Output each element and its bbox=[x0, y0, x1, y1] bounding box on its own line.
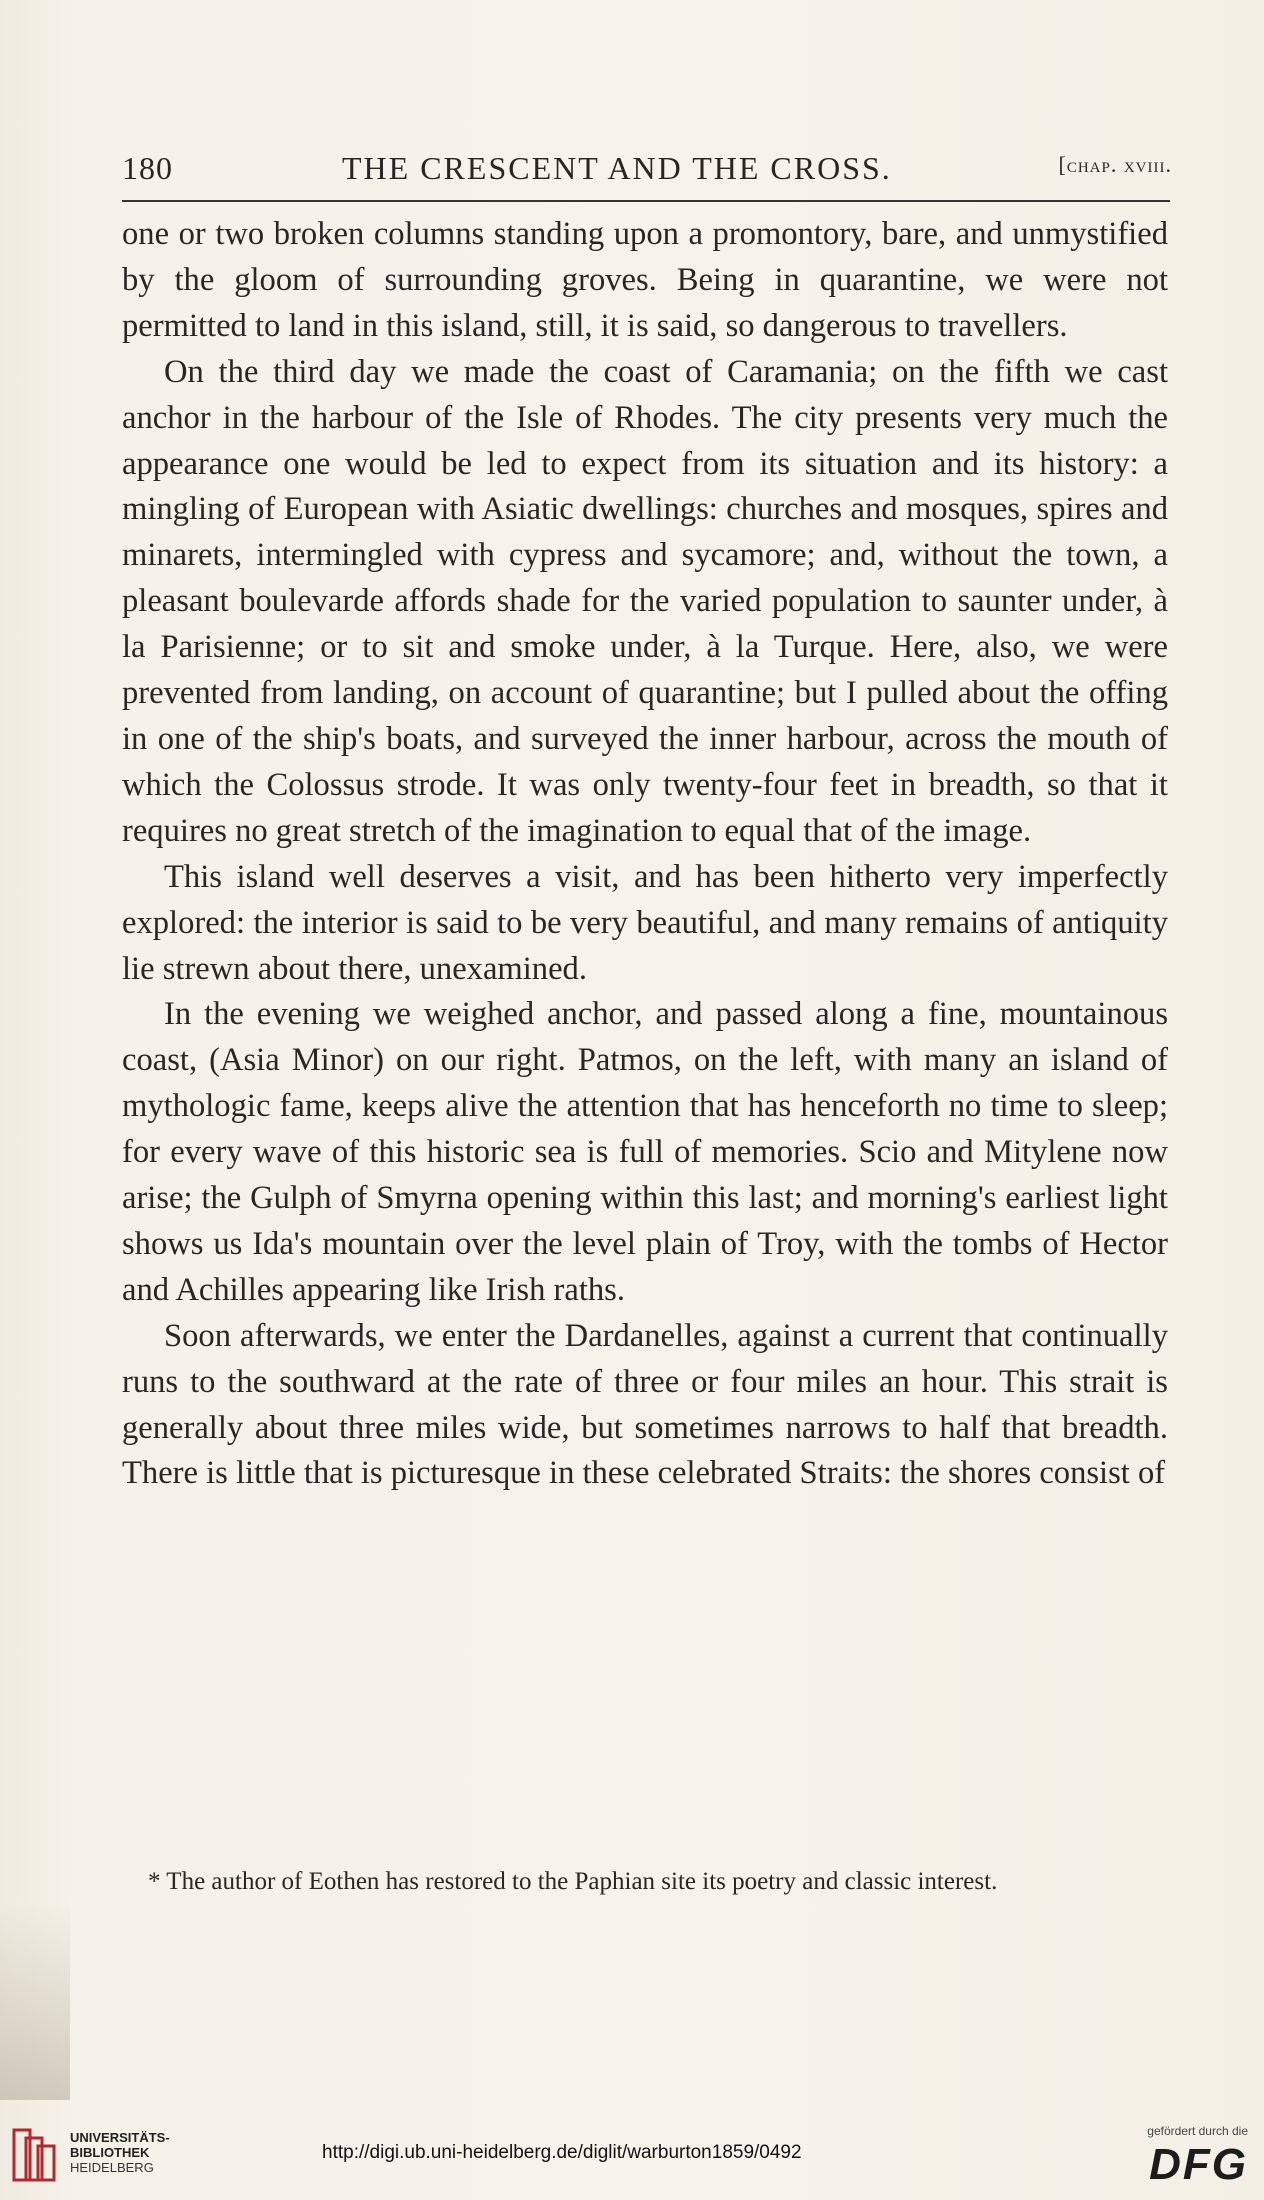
header-rule bbox=[122, 200, 1170, 202]
funding-note: gefördert durch die bbox=[1147, 2124, 1248, 2138]
page-edge-shadow bbox=[0, 1900, 70, 2100]
footnote-text: * The author of Eothen has restored to the Paphian site its poetry and classic interest. bbox=[148, 1868, 998, 1895]
paragraph: This island well deserves a visit, and has been hitherto very imperfectly explored: the interior is said to be very beautiful, and many remains of antiquity lie strewn about there, unexamined. bbox=[122, 858, 1168, 987]
university-library-logo-icon bbox=[12, 2124, 58, 2186]
paragraph: one or two broken columns standing upon a promontory, bare, and unmystified by the gloom of surrounding groves. Being in quarantine, we were not permitted to land in this island, still, it is said, so dangerous to travellers. bbox=[122, 216, 1168, 344]
dfg-logo: DFG bbox=[1149, 2140, 1248, 2189]
permalink-url[interactable]: http://digi.ub.uni-heidelberg.de/diglit/warburton1859/0492 bbox=[322, 2142, 802, 2163]
library-line: HEIDELBERG bbox=[70, 2160, 154, 2175]
library-line: BIBLIOTHEK bbox=[70, 2145, 150, 2160]
chapter-reference: [chap. xviii. bbox=[1058, 152, 1172, 177]
paragraph: In the evening we weighed anchor, and passed along a fine, mountainous coast, (Asia Minor) on our right. Patmos, on the left, with many an island of mythologic fame, keeps alive the attention that has henceforth no time to sleep; for every wave of this historic sea is full of memories. Scio and Mitylene now arise; the Gulph of Smyrna opening within this last; and morning's earliest light shows us Ida's mountain over the level plain of Troy, with the tombs of Hector and Achilles appearing like Irish raths. bbox=[122, 996, 1168, 1308]
running-header bbox=[122, 140, 1172, 190]
page-number: 180 bbox=[122, 150, 173, 186]
digitization-footer bbox=[0, 2110, 1264, 2200]
library-line: UNIVERSITÄTS- bbox=[70, 2130, 170, 2145]
paragraph: Soon afterwards, we enter the Dardanelles, against a current that continually runs to the southward at the rate of three or four miles an hour. This strait is generally about three miles wide, but sometimes narrows to half that breadth. There is little that is picturesque in these celebrated Straits: the shores consist of bbox=[122, 1317, 1168, 1492]
footnote bbox=[122, 1864, 1168, 1900]
paragraph: On the third day we made the coast of Caramania; on the fifth we cast anchor in the harbour of the Isle of Rhodes. The city presents very much the appearance one would be led to expect from its situation and its history: a mingling of European with Asiatic dwellings: churches and mosques, spires and minarets, intermingled with cypress and sycamore; and, without the town, a pleasant boulevarde affords shade for the varied population to saunter under, à la Parisienne; or to sit and smoke under, à la Turque. Here, also, we were prevented from landing, on account of quarantine; but I pulled about the offing in one of the ship's boats, and surveyed the inner harbour, across the mouth of which the Colossus strode. It was only twenty-four feet in breadth, so that it requires no great stretch of the imagination to equal that of the image. bbox=[122, 353, 1168, 849]
running-title: THE CRESCENT AND THE CROSS. bbox=[342, 150, 892, 186]
library-name bbox=[70, 2130, 170, 2175]
main-text bbox=[122, 212, 1168, 1497]
